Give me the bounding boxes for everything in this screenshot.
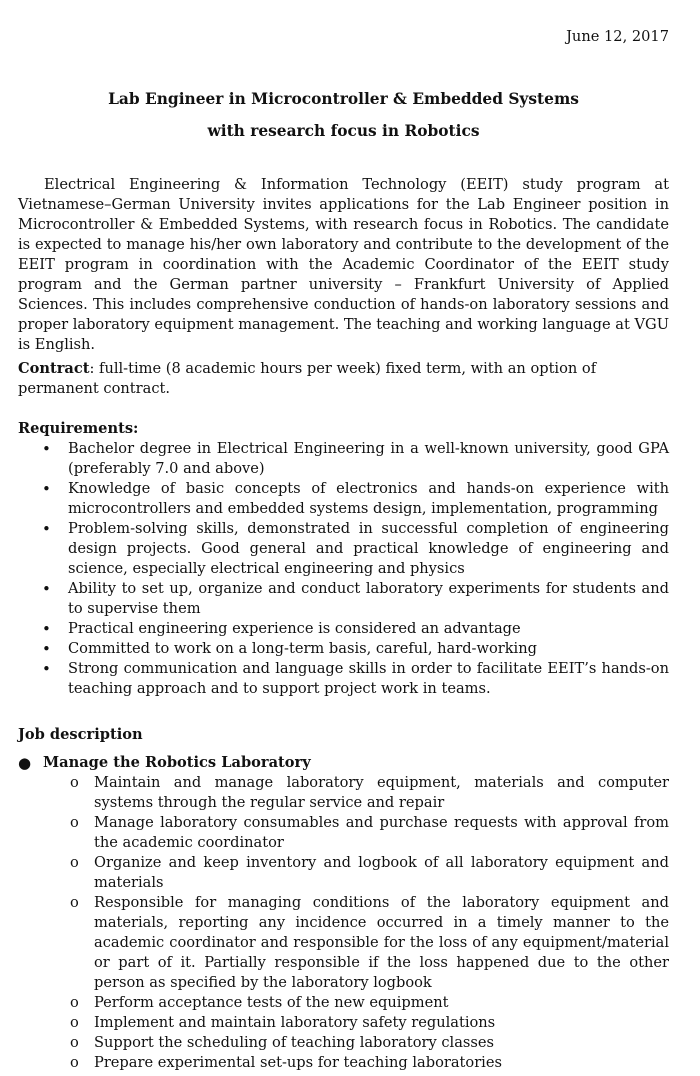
contract-paragraph	[18, 359, 669, 399]
requirement-item: • Knowledge of basic concepts of electronics and hands-on experience with microcontrollers and embedded systems design, implementation, programming	[18, 479, 669, 519]
contract-text: : full-time (8 academic hours per week) fixed term, with an option of permanent contract.	[18, 360, 597, 397]
requirement-item: • Ability to set up, organize and conduct laboratory experiments for students and to supervise them	[18, 579, 669, 619]
duty-item: o Support the scheduling of teaching laboratory classes	[18, 1033, 669, 1053]
duty-item: o Manage laboratory consumables and purchase requests with approval from the academic coordinator	[18, 813, 669, 853]
requirement-item: • Strong communication and language skills in order to facilitate EEIT’s hands-on teaching approach and to support project work in teams.	[18, 659, 669, 699]
intro-paragraph: Electrical Engineering & Information Technology (EEIT) study program at Vietnamese–German University invites applications for the Lab Engineer position in Microcontroller & Embedded Systems, with research focus in Robotics. The candidate is expected to manage his/her own laboratory and contribute to the development of the EEIT program in coordination with the Academic Coordinator of the EEIT study program and the German partner university – Frankfurt University of Applied Sciences. This includes comprehensive conduction of hands-on laboratory sessions and proper laboratory equipment management. The teaching and working language at VGU is English.	[18, 176, 669, 353]
duty-item: o Maintain and manage laboratory equipment, materials and computer systems through the regular service and repair	[18, 773, 669, 813]
job-description-heading: Job description	[18, 726, 143, 743]
section-title: Manage the Robotics Laboratory	[43, 754, 311, 771]
duty-item: o Responsible for managing conditions of the laboratory equipment and materials, reporting any incidence occurred in a timely manner to the academic coordinator and responsible for the loss of any equipment/material or part of it. Partially responsible if the loss happened due to the other person as specified by the laboratory logbook	[18, 893, 669, 993]
duty-item: o Perform acceptance tests of the new equipment	[18, 993, 669, 1013]
requirement-item: • Committed to work on a long-term basis, careful, hard-working	[18, 639, 669, 659]
requirement-item: • Problem-solving skills, demonstrated in successful completion of engineering design projects. Good general and practical knowledge of engineering and science, especially electrical engineering and physics	[18, 519, 669, 579]
section-bullet: ●	[18, 754, 32, 772]
requirement-item: • Bachelor degree in Electrical Engineering in a well-known university, good GPA (preferably 7.0 and above)	[18, 439, 669, 479]
duty-item: o Implement and maintain laboratory safety regulations	[18, 1013, 669, 1033]
duty-item: o Organize and keep inventory and logbook of all laboratory equipment and materials	[18, 853, 669, 893]
requirement-item: • Practical engineering experience is considered an advantage	[18, 619, 669, 639]
job-duties-list	[18, 773, 669, 1073]
document-date: June 12, 2017	[566, 28, 669, 45]
title-line-1: Lab Engineer in Microcontroller & Embedded Systems	[108, 90, 579, 108]
requirements-heading: Requirements:	[18, 420, 139, 437]
requirements-list	[18, 439, 669, 699]
section-heading-robotics-lab	[18, 753, 311, 773]
title-line-2: with research focus in Robotics	[207, 122, 480, 140]
duty-item: o Prepare experimental set-ups for teaching laboratories	[18, 1053, 669, 1073]
contract-label: Contract	[18, 360, 90, 377]
